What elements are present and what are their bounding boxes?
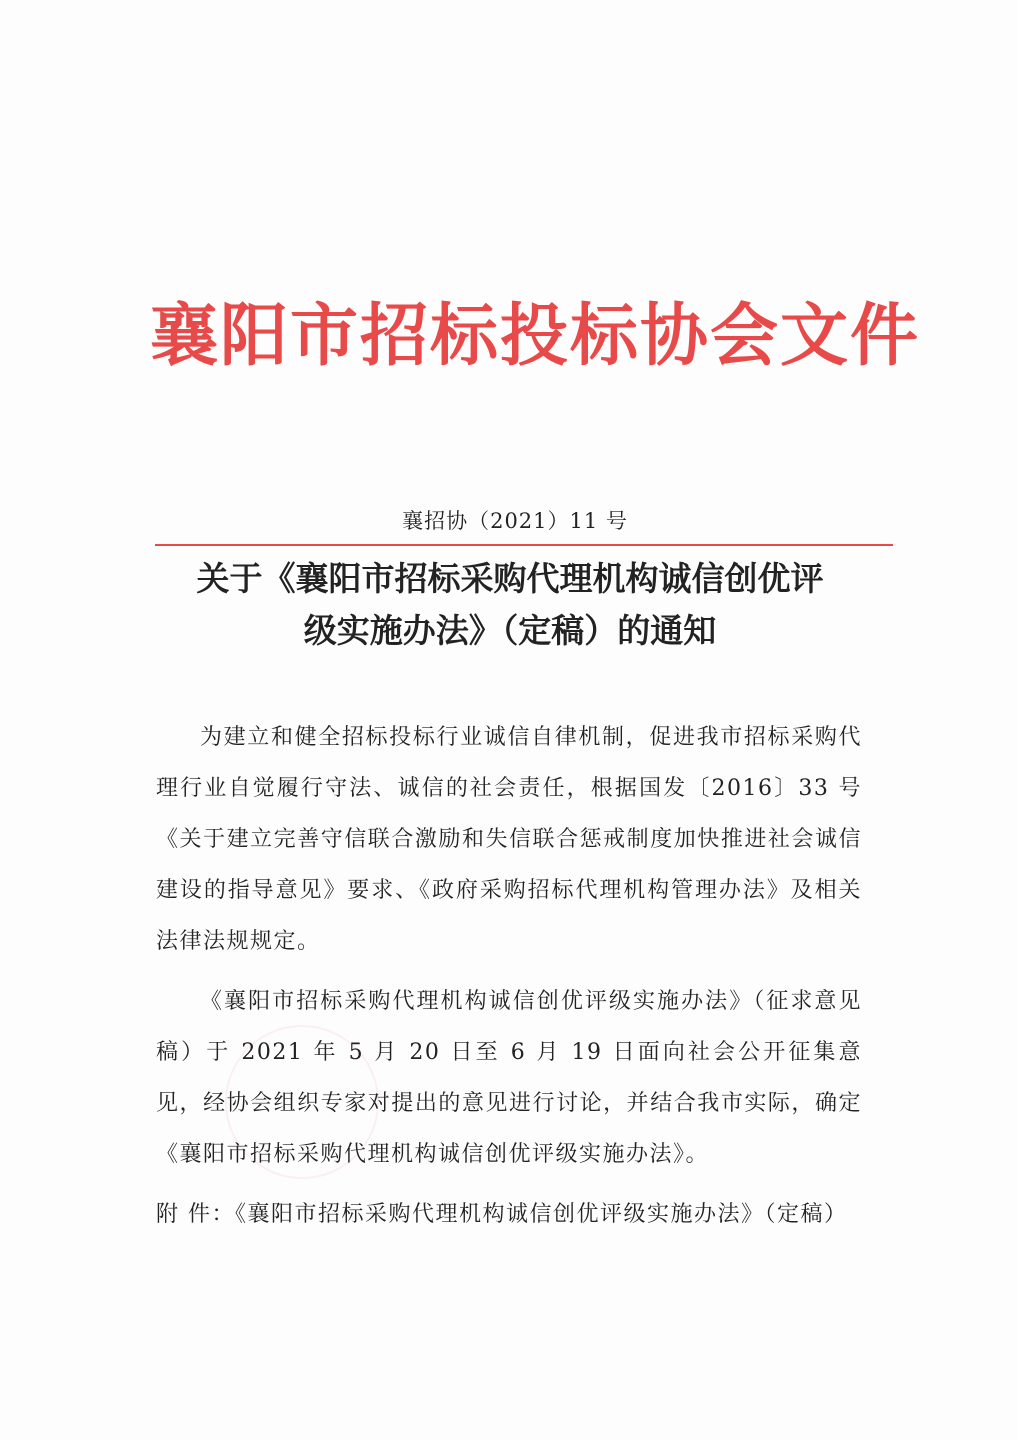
body-paragraph-2: 《襄阳市招标采购代理机构诚信创优评级实施办法》（征求意见稿）于 2021 年 5 月 20 日至 6 月 19 日面向社会公开征集意见，经协会组织专家对提出的意见进行讨论，并结合我市实际，确定《襄阳市招标采购代理机构诚信创优评级实施办法》。 — [156, 989, 862, 1167]
attachment-line: 附 件：《襄阳市招标采购代理机构诚信创优评级实施办法》（定稿） — [156, 1202, 848, 1227]
body-paragraph-1: 为建立和健全招标投标行业诚信自律机制，促进我市招标采购代理行业自觉履行守法、诚信的社会责任，根据国发〔2016〕33 号《关于建立完善守信联合激励和失信联合惩戒制度加快推进社会诚信建设的指导意见》要求、《政府采购招标代理机构管理办法》及相关法律法规规定。 — [156, 725, 862, 954]
notice-title — [150, 553, 870, 657]
document-number: 襄招协（2021）11 号 — [402, 509, 628, 533]
notice-body — [156, 712, 862, 1240]
notice-title-line-1: 关于《襄阳市招标采购代理机构诚信创优评 — [196, 559, 824, 598]
masthead-title: 襄阳市招标投标协会文件 — [150, 296, 921, 376]
red-divider-line — [155, 544, 893, 546]
notice-title-line-2: 级实施办法》（定稿）的通知 — [303, 611, 717, 650]
